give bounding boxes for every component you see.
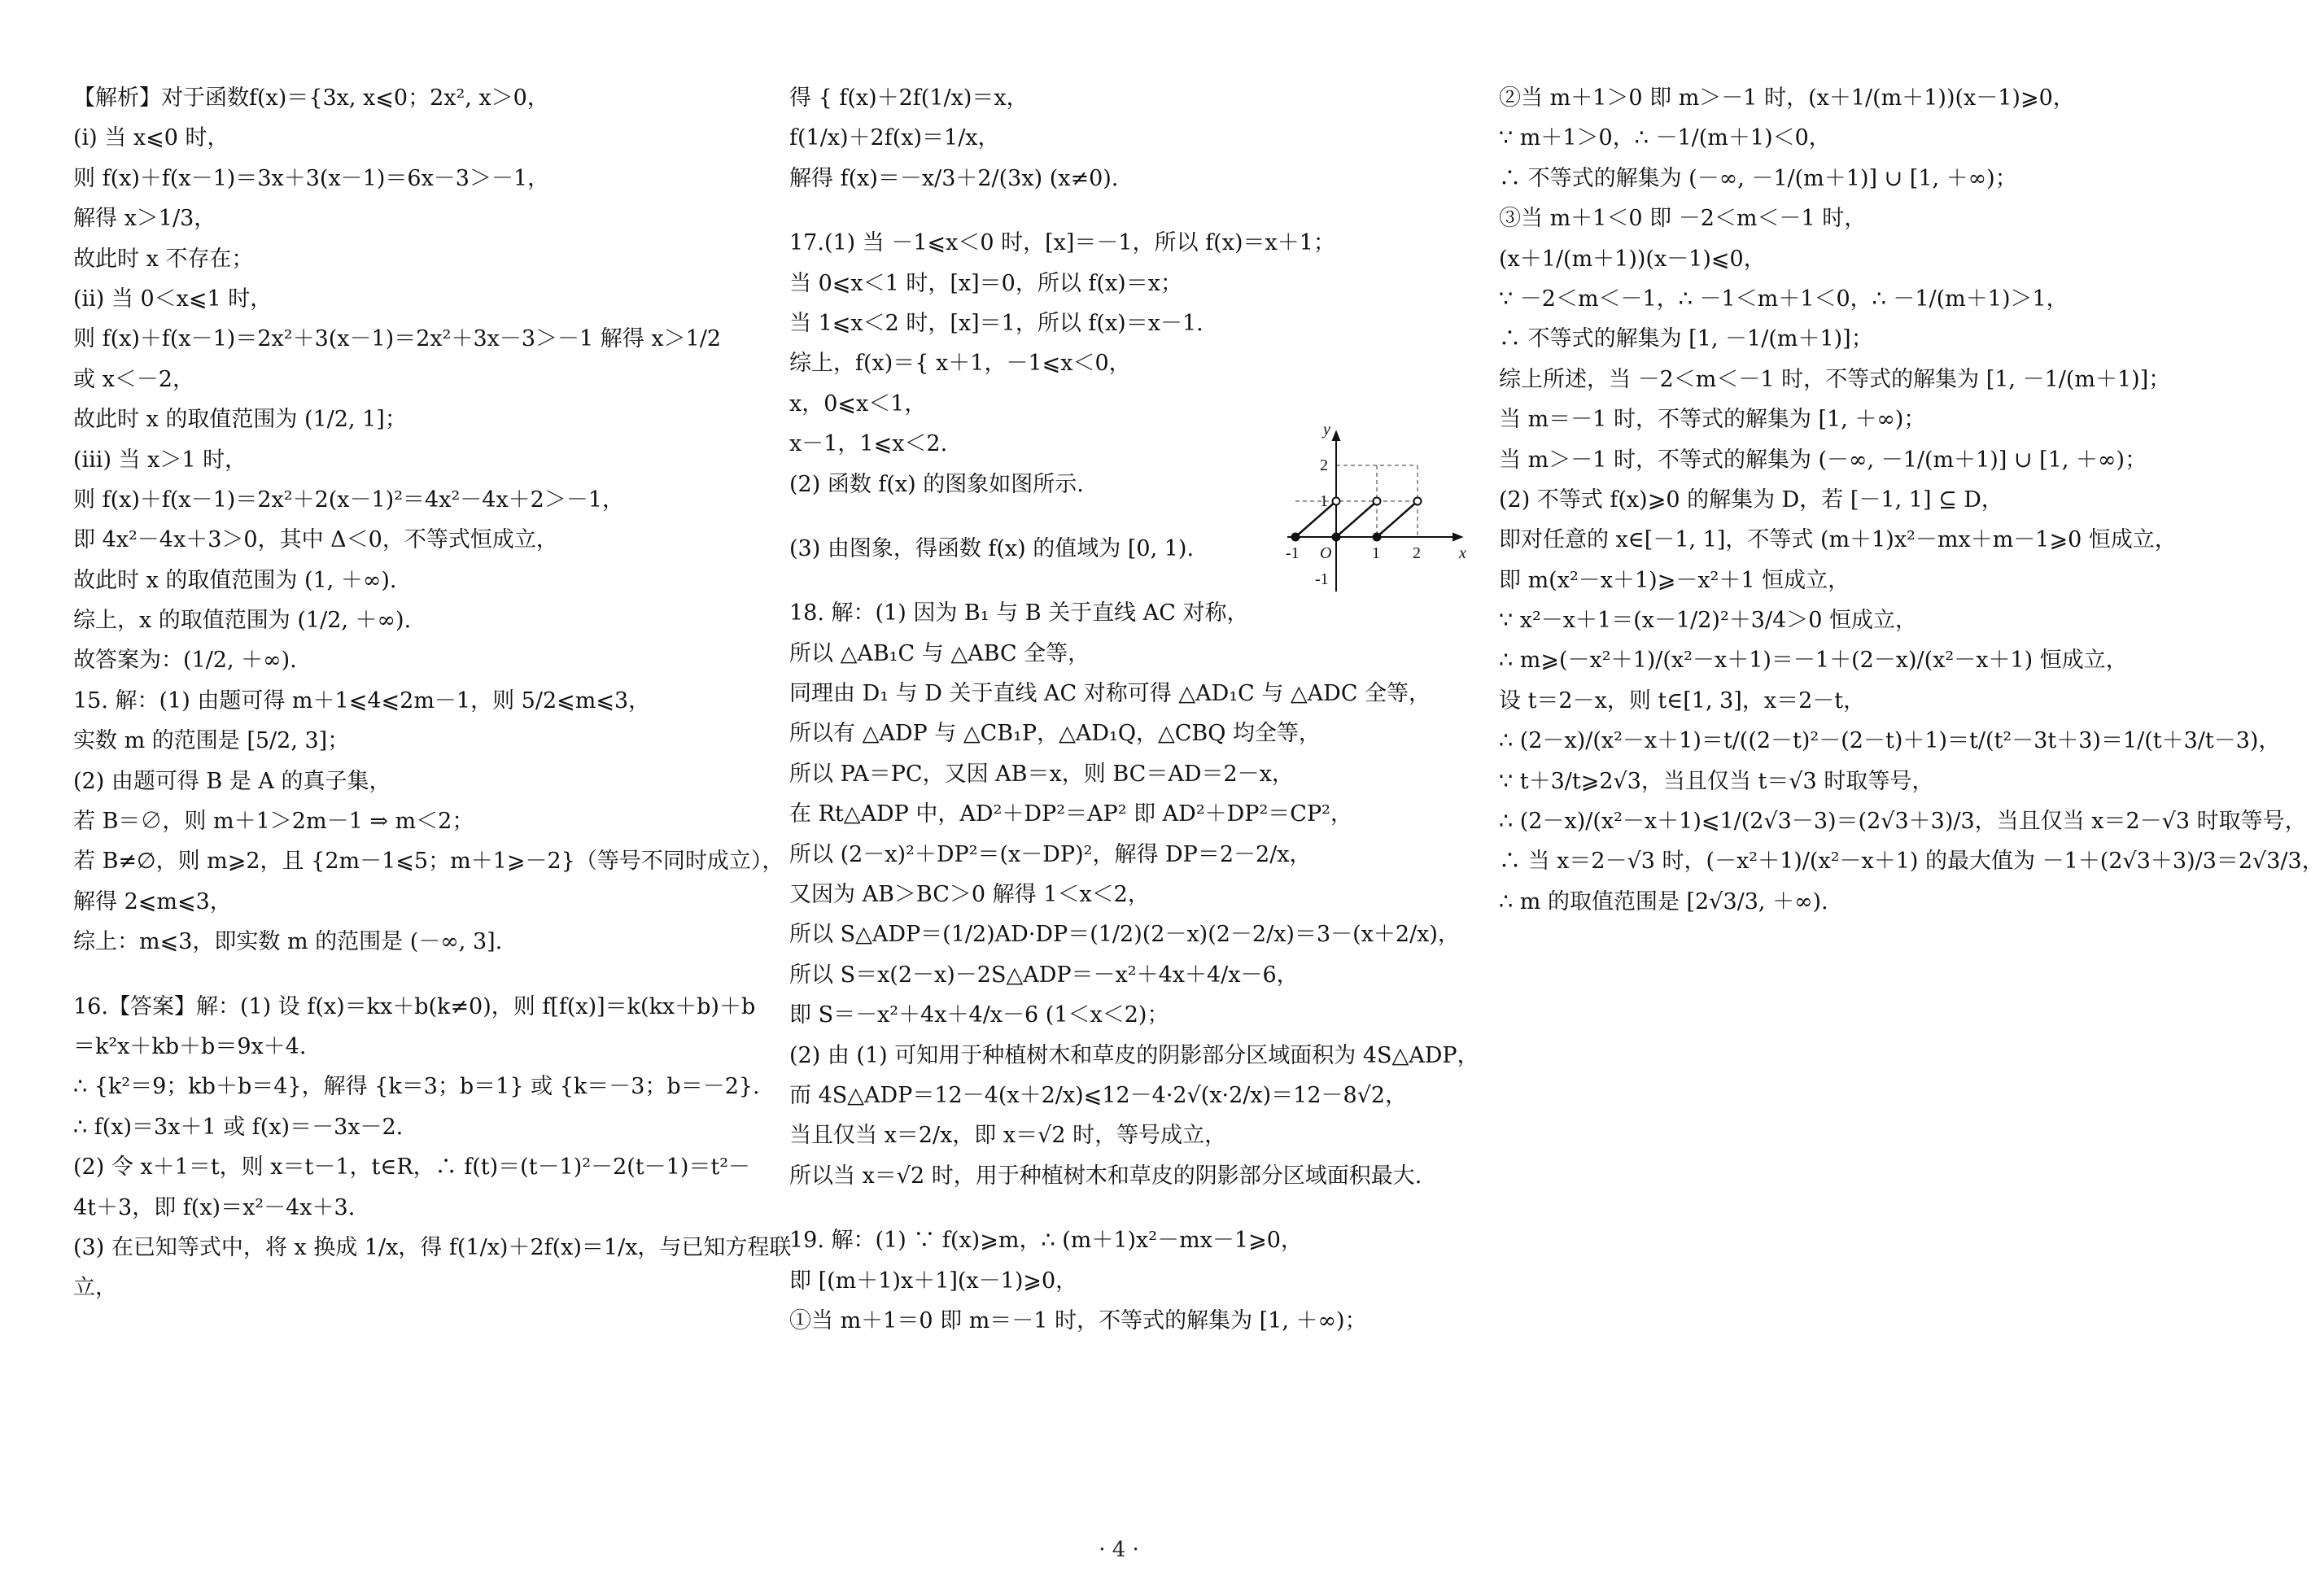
text-line: 综上，x 的取值范围为 (1/2, ＋∞). bbox=[73, 608, 412, 634]
text-line: f(1/x)＋2f(x)＝1/x， bbox=[789, 125, 1000, 151]
text-line: 所以 S△ADP＝(1/2)AD·DP＝(1/2)(2－x)(2－2/x)＝3－(x＋2/x)， bbox=[789, 922, 1460, 948]
x-tick-2: 2 bbox=[1413, 544, 1421, 562]
segment-3 bbox=[1377, 501, 1418, 537]
closed-point-2 bbox=[1333, 534, 1340, 541]
segment-2 bbox=[1336, 501, 1377, 537]
text-line: (i) 当 x⩽0 时， bbox=[73, 125, 229, 151]
text-line: ∵ m＋1＞0，∴ －1/(m＋1)＜0， bbox=[1499, 125, 1831, 151]
text-line: 综上所述，当 －2＜m＜－1 时，不等式的解集为 [1, －1/(m＋1)]； bbox=[1499, 366, 2171, 392]
text-line: (iii) 当 x＞1 时， bbox=[73, 447, 247, 473]
column-right bbox=[1499, 78, 2324, 922]
text-line: 【解析】对于函数f(x)＝{3x, x⩽0；2x², x＞0， bbox=[73, 85, 549, 111]
text-line: ＝k²x＋kb＋b＝9x＋4. bbox=[73, 1033, 307, 1059]
text-line: ∵ t＋3/t⩾2√3，当且仅当 t＝√3 时取等号， bbox=[1499, 768, 1934, 794]
text-line: ∴ 当 x＝2－√3 时，(－x²＋1)/(x²－x＋1) 的最大值为 －1＋(2√3＋3)/3＝2√3/3， bbox=[1499, 849, 2324, 875]
text-line: 又因为 AB＞BC＞0 解得 1＜x＜2， bbox=[789, 882, 1150, 908]
text-line: ∴ f(x)＝3x＋1 或 f(x)＝－3x－2. bbox=[73, 1114, 404, 1140]
page-number: · 4 · bbox=[1099, 1538, 1139, 1562]
text-line: 所以 △AB₁C 与 △ABC 全等， bbox=[789, 640, 1090, 666]
text-line: 解得 x＞1/3， bbox=[73, 206, 216, 232]
text-line: (3) 由图象，得函数 f(x) 的值域为 [0, 1). bbox=[789, 535, 1195, 561]
column-middle bbox=[789, 78, 1505, 1341]
text-line: 解得 2⩽m⩽3， bbox=[73, 888, 232, 914]
text-line: x－1，1⩽x＜2. bbox=[789, 431, 948, 457]
closed-point-1 bbox=[1292, 534, 1300, 541]
text-line: 实数 m 的范围是 [5/2, 3]； bbox=[73, 728, 350, 754]
text-line: (2) 不等式 f(x)⩾0 的解集为 D，若 [－1, 1] ⊆ D， bbox=[1499, 487, 2003, 513]
text-line: ①当 m＋1＝0 即 m＝－1 时，不等式的解集为 [1, ＋∞)； bbox=[789, 1307, 1367, 1333]
text-line: 故此时 x 的取值范围为 (1, ＋∞). bbox=[73, 567, 397, 593]
x-tick-1: 1 bbox=[1372, 544, 1380, 562]
text-line: (3) 在已知等式中，将 x 换成 1/x，得 f(1/x)＋2f(x)＝1/x，与已知方程联 bbox=[73, 1234, 792, 1260]
text-line: 设 t＝2－x，则 t∈[1, 3]，x＝2－t， bbox=[1499, 687, 1866, 714]
text-line: ∴ 不等式的解集为 [1, －1/(m＋1)]； bbox=[1499, 326, 1873, 352]
x-tick-neg1: -1 bbox=[1286, 544, 1300, 562]
open-point-3 bbox=[1414, 498, 1422, 505]
text-line: x，0⩽x＜1， bbox=[789, 391, 927, 417]
text-line: 则 f(x)＋f(x－1)＝2x²＋3(x－1)＝2x²＋3x－3＞－1 解得 x＞1/2 bbox=[73, 326, 722, 352]
text-line: (ii) 当 0＜x⩽1 时， bbox=[73, 286, 273, 312]
text-line: 故此时 x 的取值范围为 (1/2, 1]； bbox=[73, 407, 407, 433]
text-line: 在 Rt△ADP 中，AD²＋DP²＝AP² 即 AD²＋DP²＝CP²， bbox=[789, 801, 1352, 827]
text-line: (x＋1/(m＋1))(x－1)⩽0， bbox=[1499, 246, 1766, 272]
text-line: 而 4S△ADP＝12－4(x＋2/x)⩽12－4·2√(x·2/x)＝12－8√2， bbox=[789, 1082, 1408, 1108]
text-line: 所以有 △ADP 与 △CB₁P，△AD₁Q，△CBQ 均全等， bbox=[789, 721, 1321, 747]
y-tick-2: 2 bbox=[1320, 456, 1328, 474]
origin-label: O bbox=[1320, 544, 1332, 562]
text-line: ∴ (2－x)/(x²－x＋1)＝t/((2－t)²－(2－t)＋1)＝t/(t²－3t＋3)＝1/(t＋3/t－3)， bbox=[1499, 728, 2281, 754]
text-line: ∴ {k²＝9；kb＋b＝4}，解得 {k＝3；b＝1} 或 {k＝－3；b＝－2}. bbox=[73, 1074, 760, 1100]
text-line: 当 0⩽x＜1 时，[x]＝0，所以 f(x)＝x； bbox=[789, 270, 1182, 296]
y-axis-label: y bbox=[1323, 421, 1330, 439]
paragraph-gap bbox=[789, 199, 1505, 223]
text-line: 当 m＝－1 时，不等式的解集为 [1, ＋∞)； bbox=[1499, 407, 1926, 433]
text-line: 若 B≠∅，则 m⩾2，且 {2m－1⩽5；m＋1⩾－2}（等号不同时成立）， bbox=[73, 849, 784, 875]
text-line: 则 f(x)＋f(x－1)＝3x＋3(x－1)＝6x－3＞－1， bbox=[73, 165, 550, 191]
column-left bbox=[73, 78, 792, 1308]
text-line: ∵ x²－x＋1＝(x－1/2)²＋3/4＞0 恒成立， bbox=[1499, 608, 1918, 634]
text-line: 当且仅当 x＝2/x，即 x＝√2 时，等号成立， bbox=[789, 1123, 1227, 1149]
text-line: 4t＋3，即 f(x)＝x²－4x＋3. bbox=[73, 1194, 356, 1220]
text-line: 所以 (2－x)²＋DP²＝(x－DP)²，解得 DP＝2－2/x， bbox=[789, 841, 1312, 867]
paragraph-gap bbox=[789, 1196, 1505, 1220]
closed-point-3 bbox=[1374, 534, 1381, 541]
text-line: 即 S＝－x²＋4x＋4/x－6 (1＜x＜2)； bbox=[789, 1002, 1169, 1028]
text-line: 若 B＝∅，则 m＋1＞2m－1 ⇒ m＜2； bbox=[73, 809, 474, 835]
y-tick-neg1: -1 bbox=[1315, 570, 1329, 588]
text-line: 则 f(x)＋f(x－1)＝2x²＋2(x－1)²＝4x²－4x＋2＞－1， bbox=[73, 487, 625, 513]
text-line: ∴ m 的取值范围是 [2√3/3, ＋∞). bbox=[1499, 888, 1828, 914]
text-line: 即 m(x²－x＋1)⩾－x²＋1 恒成立， bbox=[1499, 567, 1850, 593]
text-line: ③当 m＋1＜0 即 －2＜m＜－1 时， bbox=[1499, 206, 1867, 232]
text-line: 15. 解：(1) 由题可得 m＋1⩽4⩽2m－1，则 5/2⩽m⩽3， bbox=[73, 687, 651, 714]
text-line: 所以 S＝x(2－x)－2S△ADP＝－x²＋4x＋4/x－6， bbox=[789, 962, 1299, 988]
text-line: 即对任意的 x∈[－1, 1]，不等式 (m＋1)x²－mx＋m－1⩾0 恒成立， bbox=[1499, 527, 2177, 553]
text-line: ∴ 不等式的解集为 (－∞, －1/(m＋1)] ∪ [1, ＋∞)； bbox=[1499, 165, 2017, 191]
open-point-2 bbox=[1374, 498, 1381, 505]
y-axis-arrow-icon bbox=[1333, 432, 1339, 440]
text-line: 综上：m⩽3，即实数 m 的范围是 (－∞, 3]. bbox=[73, 929, 503, 955]
x-axis-label: x bbox=[1459, 544, 1466, 562]
text-line: 16.【答案】解：(1) 设 f(x)＝kx＋b(k≠0)，则 f[f(x)]＝k(kx＋b)＋b bbox=[73, 993, 756, 1019]
text-line: 17.(1) 当 －1⩽x＜0 时，[x]＝－1，所以 f(x)＝x＋1； bbox=[789, 230, 1335, 256]
text-line: 即 [(m＋1)x＋1](x－1)⩾0， bbox=[789, 1268, 1078, 1294]
text-line: 即 4x²－4x＋3＞0，其中 Δ＜0，不等式恒成立， bbox=[73, 527, 558, 553]
text-line: 18. 解：(1) 因为 B₁ 与 B 关于直线 AC 对称， bbox=[789, 600, 1249, 626]
text-line: (2) 由 (1) 可知用于种植树木和草皮的阴影部分区域面积为 4S△ADP， bbox=[789, 1042, 1479, 1068]
text-line: ∴ m⩾(－x²＋1)/(x²－x＋1)＝－1＋(2－x)/(x²－x＋1) 恒成立， bbox=[1499, 648, 2128, 674]
text-line: 或 x＜－2， bbox=[73, 366, 194, 392]
text-line: 所以 PA＝PC，又因 AB＝x，则 BC＝AD＝2－x， bbox=[789, 761, 1294, 787]
text-line: 立， bbox=[73, 1275, 117, 1301]
text-line: 所以当 x＝√2 时，用于种植树木和草皮的阴影部分区域面积最大. bbox=[789, 1163, 1422, 1189]
text-line: 当 m＞－1 时，不等式的解集为 (－∞, －1/(m＋1)] ∪ [1, ＋∞)； bbox=[1499, 447, 2147, 473]
text-line: 19. 解：(1) ∵ f(x)⩾m，∴ (m＋1)x²－mx－1⩾0， bbox=[789, 1228, 1303, 1254]
text-line: 故答案为：(1/2, ＋∞). bbox=[73, 648, 297, 674]
text-line: 解得 f(x)＝－x/3＋2/(3x) (x≠0). bbox=[789, 165, 1119, 191]
text-line: 综上，f(x)＝{ x＋1，－1⩽x＜0， bbox=[789, 351, 1131, 377]
text-line: ∴ (2－x)/(x²－x＋1)⩽1/(2√3－3)＝(2√3＋3)/3，当且仅当 x＝2－√3 时取等号， bbox=[1499, 809, 2307, 835]
y-tick-1: 1 bbox=[1320, 492, 1328, 510]
text-line: 当 1⩽x＜2 时，[x]＝1，所以 f(x)＝x－1. bbox=[789, 310, 1204, 336]
text-line: 同理由 D₁ 与 D 关于直线 AC 对称可得 △AD₁C 与 △ADC 全等， bbox=[789, 681, 1431, 707]
text-line: (2) 函数 f(x) 的图象如图所示. bbox=[789, 471, 1084, 497]
paragraph-gap bbox=[73, 962, 773, 987]
text-line: 故此时 x 不存在； bbox=[73, 246, 254, 272]
text-line: ∵ －2＜m＜－1，∴ －1＜m＋1＜0，∴ －1/(m＋1)＞1， bbox=[1499, 286, 2068, 312]
open-point-1 bbox=[1333, 498, 1340, 505]
x-axis-arrow-icon bbox=[1453, 534, 1461, 540]
step-function-graph bbox=[1287, 417, 1466, 620]
text-line: 得 { f(x)＋2f(1/x)＝x， bbox=[789, 85, 1029, 111]
text-line: (2) 由题可得 B 是 A 的真子集， bbox=[73, 768, 391, 794]
segment-1 bbox=[1295, 501, 1336, 537]
text-line: ②当 m＋1＞0 即 m＞－1 时，(x＋1/(m＋1))(x－1)⩾0， bbox=[1499, 85, 2075, 111]
text-line: (2) 令 x＋1＝t，则 x＝t－1，t∈R，∴ f(t)＝(t－1)²－2(t－1)＝t²－ bbox=[73, 1154, 751, 1181]
